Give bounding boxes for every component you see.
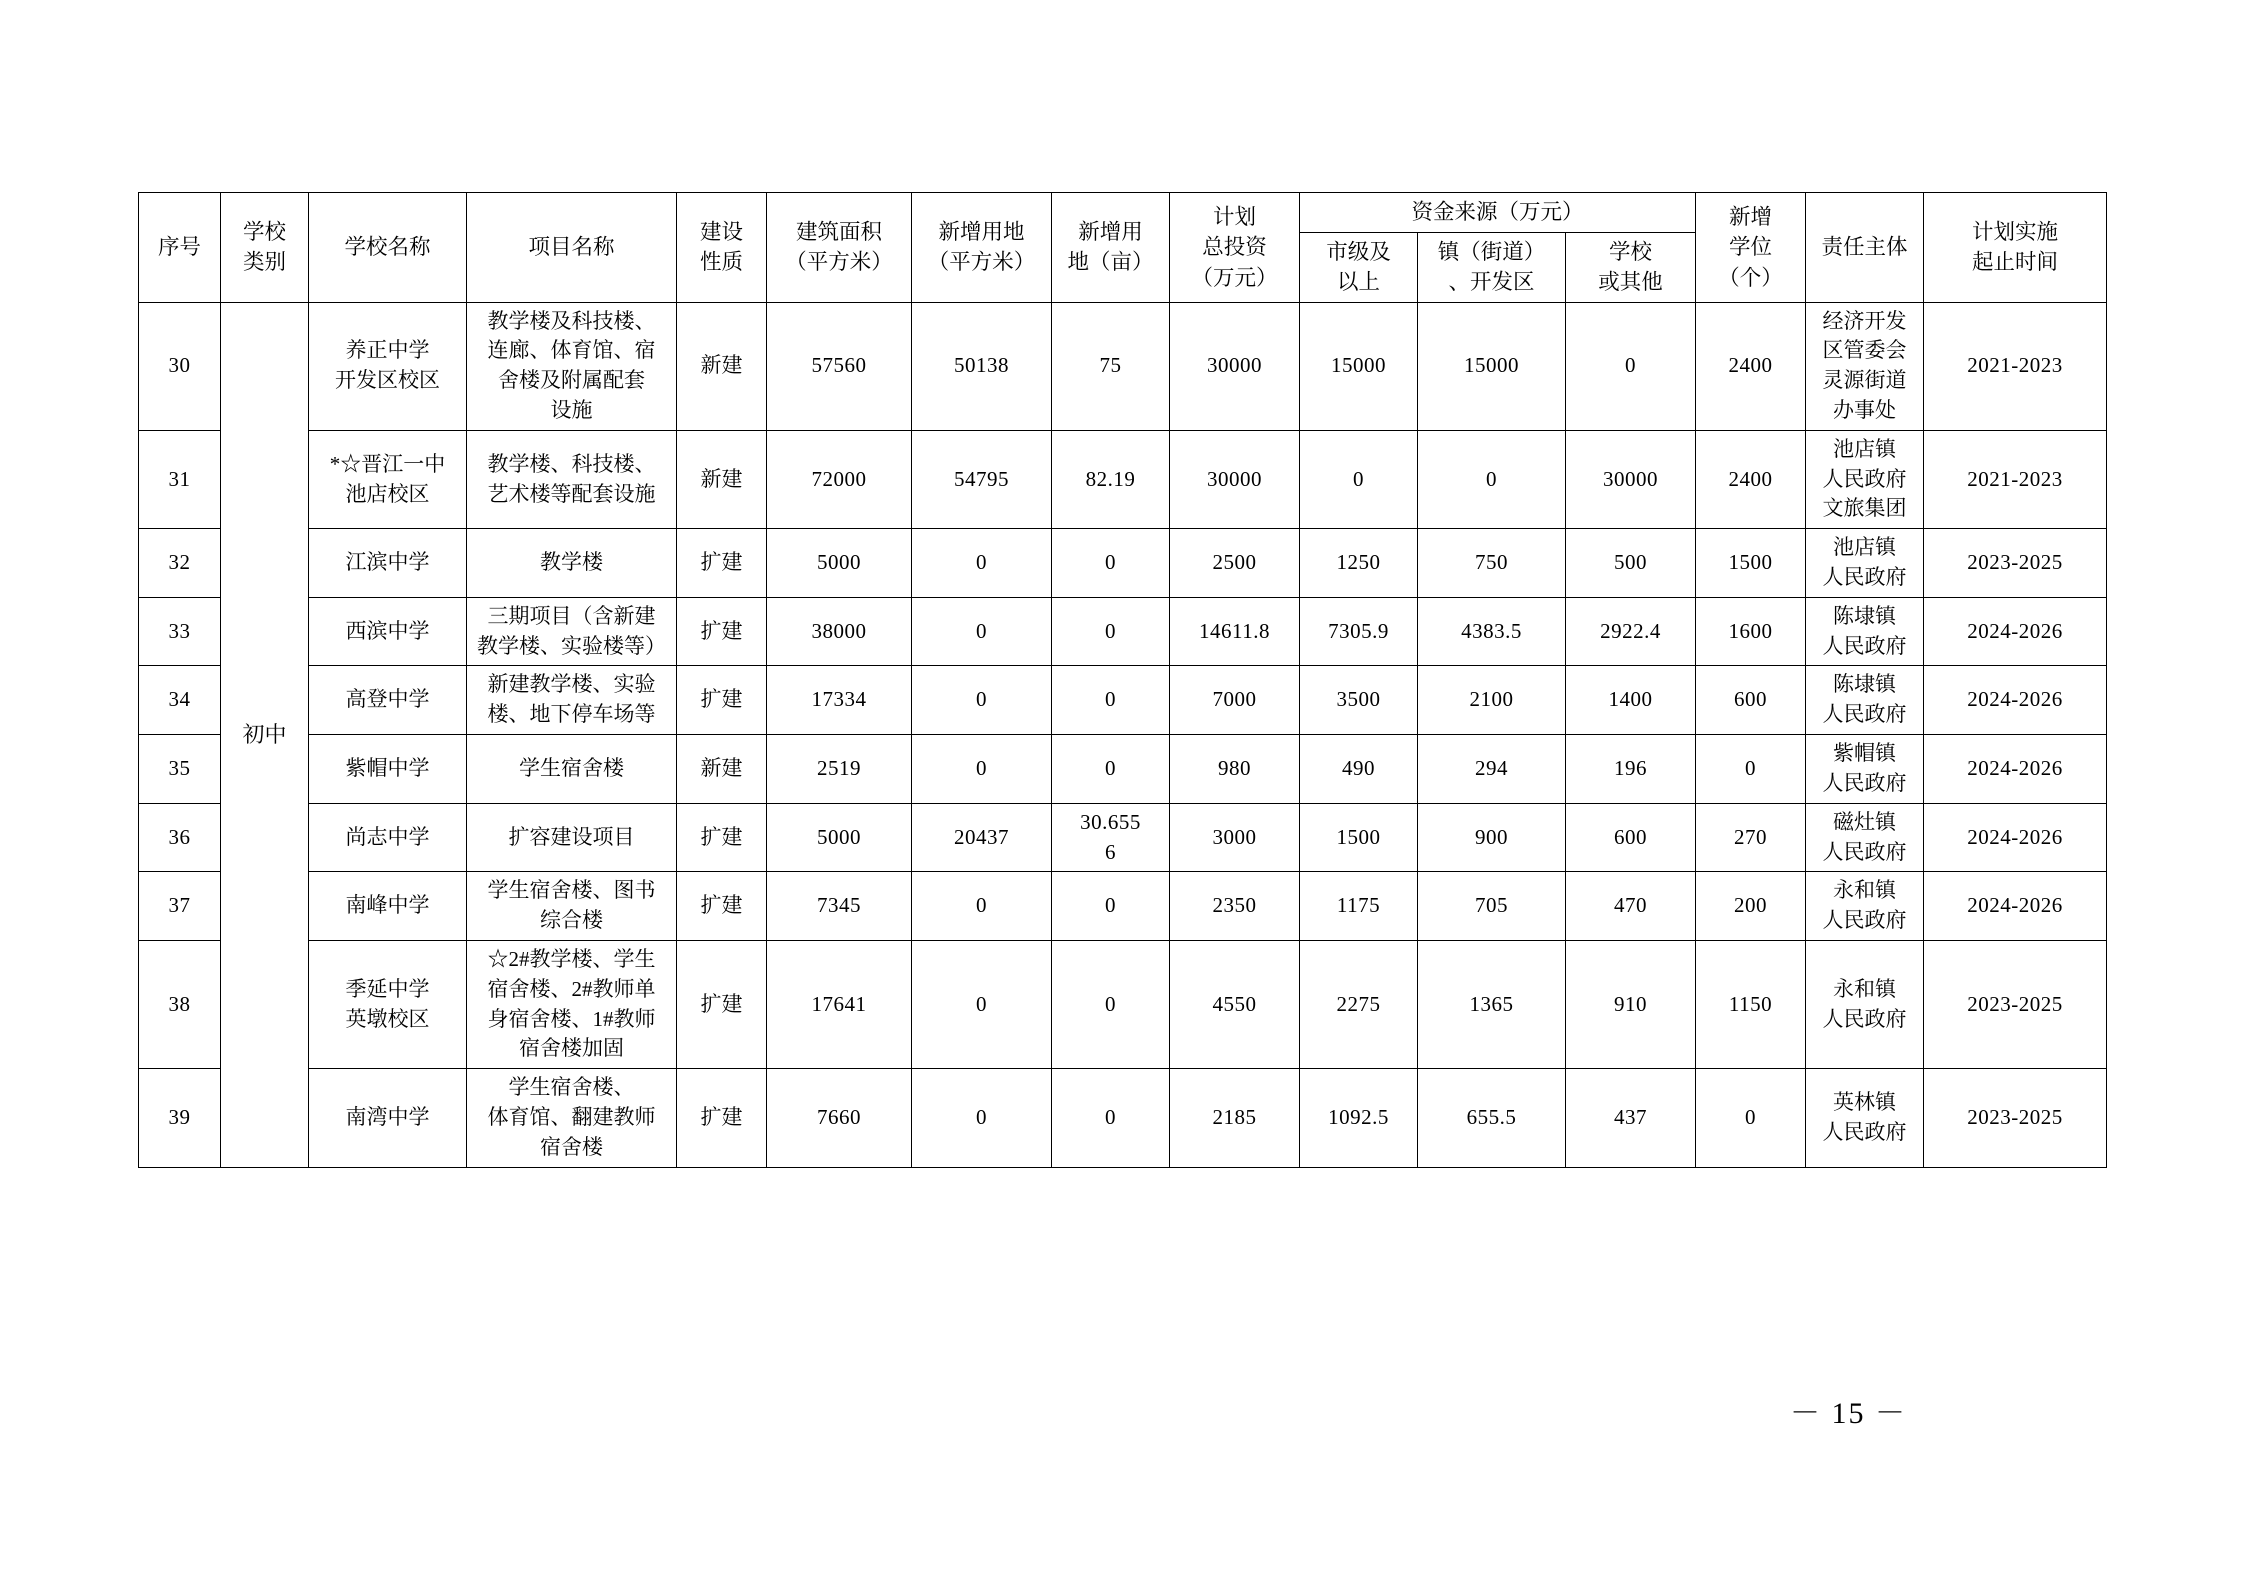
cell-owner: 永和镇 人民政府 xyxy=(1806,940,1924,1068)
cell-funding-city: 1500 xyxy=(1300,803,1418,872)
cell-funding-school: 196 xyxy=(1566,735,1696,804)
header-floor-area: 建筑面积 （平方米） xyxy=(767,193,912,303)
header-row-1 xyxy=(139,193,2107,233)
header-project-name: 项目名称 xyxy=(467,193,677,303)
cell-new-land-mu: 0 xyxy=(1052,597,1170,666)
cell-nature: 扩建 xyxy=(677,1069,767,1167)
cell-nature: 新建 xyxy=(677,735,767,804)
table-header xyxy=(139,193,2107,303)
cell-nature: 扩建 xyxy=(677,803,767,872)
cell-seq: 32 xyxy=(139,529,221,598)
cell-total-investment: 14611.8 xyxy=(1170,597,1300,666)
cell-funding-city: 15000 xyxy=(1300,302,1418,430)
cell-total-investment: 30000 xyxy=(1170,430,1300,528)
cell-new-land-mu: 30.655 6 xyxy=(1052,803,1170,872)
cell-total-investment: 7000 xyxy=(1170,666,1300,735)
cell-new-seats: 0 xyxy=(1696,1069,1806,1167)
cell-funding-school: 0 xyxy=(1566,302,1696,430)
cell-floor-area: 72000 xyxy=(767,430,912,528)
cell-floor-area: 5000 xyxy=(767,803,912,872)
cell-new-land-mu: 0 xyxy=(1052,940,1170,1068)
cell-schedule: 2024-2026 xyxy=(1924,803,2107,872)
cell-funding-city: 0 xyxy=(1300,430,1418,528)
cell-new-seats: 0 xyxy=(1696,735,1806,804)
header-new-seats: 新增 学位 （个） xyxy=(1696,193,1806,303)
cell-new-land-mu: 0 xyxy=(1052,666,1170,735)
cell-schedule: 2024-2026 xyxy=(1924,666,2107,735)
table-row xyxy=(139,302,2107,430)
cell-nature: 扩建 xyxy=(677,529,767,598)
cell-school-name: 养正中学 开发区校区 xyxy=(309,302,467,430)
cell-funding-school: 30000 xyxy=(1566,430,1696,528)
cell-school-name: 江滨中学 xyxy=(309,529,467,598)
cell-floor-area: 57560 xyxy=(767,302,912,430)
cell-schedule: 2023-2025 xyxy=(1924,529,2107,598)
cell-owner: 陈埭镇 人民政府 xyxy=(1806,597,1924,666)
cell-new-seats: 270 xyxy=(1696,803,1806,872)
table-row xyxy=(139,666,2107,735)
cell-funding-city: 3500 xyxy=(1300,666,1418,735)
cell-owner: 陈埭镇 人民政府 xyxy=(1806,666,1924,735)
cell-school-name: 高登中学 xyxy=(309,666,467,735)
cell-funding-city: 1092.5 xyxy=(1300,1069,1418,1167)
table-row xyxy=(139,430,2107,528)
table-row xyxy=(139,597,2107,666)
page-number: － 15 － xyxy=(1790,1397,1907,1430)
cell-new-seats: 600 xyxy=(1696,666,1806,735)
cell-funding-school: 600 xyxy=(1566,803,1696,872)
construction-plan-table xyxy=(138,192,2107,1168)
cell-total-investment: 3000 xyxy=(1170,803,1300,872)
cell-new-land-mu: 0 xyxy=(1052,872,1170,941)
table-row xyxy=(139,803,2107,872)
cell-floor-area: 38000 xyxy=(767,597,912,666)
cell-owner: 经济开发 区管委会 灵源街道 办事处 xyxy=(1806,302,1924,430)
header-nature: 建设 性质 xyxy=(677,193,767,303)
cell-new-land-sqm: 20437 xyxy=(912,803,1052,872)
cell-new-seats: 1600 xyxy=(1696,597,1806,666)
cell-new-land-mu: 0 xyxy=(1052,735,1170,804)
cell-funding-town: 900 xyxy=(1418,803,1566,872)
cell-funding-town: 705 xyxy=(1418,872,1566,941)
cell-schedule: 2021-2023 xyxy=(1924,302,2107,430)
cell-total-investment: 4550 xyxy=(1170,940,1300,1068)
cell-project-name: 新建教学楼、实验 楼、地下停车场等 xyxy=(467,666,677,735)
cell-new-land-mu: 75 xyxy=(1052,302,1170,430)
header-new-land-sqm: 新增用地 （平方米） xyxy=(912,193,1052,303)
header-owner: 责任主体 xyxy=(1806,193,1924,303)
cell-schedule: 2024-2026 xyxy=(1924,872,2107,941)
cell-floor-area: 2519 xyxy=(767,735,912,804)
cell-funding-town: 15000 xyxy=(1418,302,1566,430)
cell-funding-school: 1400 xyxy=(1566,666,1696,735)
cell-new-land-mu: 82.19 xyxy=(1052,430,1170,528)
cell-project-name: 教学楼、科技楼、 艺术楼等配套设施 xyxy=(467,430,677,528)
cell-seq: 33 xyxy=(139,597,221,666)
cell-seq: 36 xyxy=(139,803,221,872)
cell-funding-town: 4383.5 xyxy=(1418,597,1566,666)
cell-school-name: 南峰中学 xyxy=(309,872,467,941)
table-body xyxy=(139,302,2107,1167)
cell-total-investment: 980 xyxy=(1170,735,1300,804)
cell-owner: 永和镇 人民政府 xyxy=(1806,872,1924,941)
cell-total-investment: 30000 xyxy=(1170,302,1300,430)
header-funding-school: 学校 或其他 xyxy=(1566,232,1696,302)
cell-new-land-mu: 0 xyxy=(1052,529,1170,598)
cell-school-name: 季延中学 英墩校区 xyxy=(309,940,467,1068)
plan-table-container xyxy=(138,192,2106,1168)
cell-funding-school: 500 xyxy=(1566,529,1696,598)
cell-funding-town: 0 xyxy=(1418,430,1566,528)
table-row xyxy=(139,529,2107,598)
cell-owner: 池店镇 人民政府 xyxy=(1806,529,1924,598)
cell-new-land-sqm: 0 xyxy=(912,666,1052,735)
cell-seq: 38 xyxy=(139,940,221,1068)
cell-school-name: 尚志中学 xyxy=(309,803,467,872)
cell-project-name: ☆2#教学楼、学生 宿舍楼、2#教师单 身宿舍楼、1#教师 宿舍楼加固 xyxy=(467,940,677,1068)
cell-floor-area: 17641 xyxy=(767,940,912,1068)
cell-owner: 磁灶镇 人民政府 xyxy=(1806,803,1924,872)
cell-new-land-sqm: 0 xyxy=(912,1069,1052,1167)
cell-total-investment: 2350 xyxy=(1170,872,1300,941)
cell-school-name: 西滨中学 xyxy=(309,597,467,666)
cell-seq: 37 xyxy=(139,872,221,941)
cell-new-seats: 1500 xyxy=(1696,529,1806,598)
header-school-name: 学校名称 xyxy=(309,193,467,303)
cell-owner: 池店镇 人民政府 文旅集团 xyxy=(1806,430,1924,528)
table-row xyxy=(139,1069,2107,1167)
cell-funding-school: 910 xyxy=(1566,940,1696,1068)
cell-funding-town: 655.5 xyxy=(1418,1069,1566,1167)
cell-project-name: 学生宿舍楼 xyxy=(467,735,677,804)
header-funding-city: 市级及 以上 xyxy=(1300,232,1418,302)
cell-nature: 新建 xyxy=(677,430,767,528)
cell-school-name: 南湾中学 xyxy=(309,1069,467,1167)
cell-project-name: 学生宿舍楼、 体育馆、翻建教师 宿舍楼 xyxy=(467,1069,677,1167)
cell-nature: 扩建 xyxy=(677,940,767,1068)
header-schedule: 计划实施 起止时间 xyxy=(1924,193,2107,303)
cell-seq: 30 xyxy=(139,302,221,430)
cell-project-name: 教学楼 xyxy=(467,529,677,598)
cell-seq: 39 xyxy=(139,1069,221,1167)
cell-floor-area: 5000 xyxy=(767,529,912,598)
cell-project-name: 扩容建设项目 xyxy=(467,803,677,872)
cell-schedule: 2024-2026 xyxy=(1924,735,2107,804)
cell-new-seats: 2400 xyxy=(1696,430,1806,528)
table-row xyxy=(139,735,2107,804)
cell-new-seats: 2400 xyxy=(1696,302,1806,430)
cell-floor-area: 17334 xyxy=(767,666,912,735)
cell-total-investment: 2500 xyxy=(1170,529,1300,598)
cell-project-name: 学生宿舍楼、图书 综合楼 xyxy=(467,872,677,941)
header-funding-group: 资金来源（万元） xyxy=(1300,193,1696,233)
cell-new-land-sqm: 0 xyxy=(912,940,1052,1068)
cell-new-land-sqm: 0 xyxy=(912,735,1052,804)
cell-funding-city: 490 xyxy=(1300,735,1418,804)
cell-total-investment: 2185 xyxy=(1170,1069,1300,1167)
cell-funding-city: 2275 xyxy=(1300,940,1418,1068)
cell-new-land-sqm: 0 xyxy=(912,872,1052,941)
cell-funding-city: 1250 xyxy=(1300,529,1418,598)
cell-nature: 扩建 xyxy=(677,872,767,941)
cell-schedule: 2023-2025 xyxy=(1924,940,2107,1068)
cell-new-seats: 1150 xyxy=(1696,940,1806,1068)
cell-funding-town: 750 xyxy=(1418,529,1566,598)
cell-nature: 扩建 xyxy=(677,597,767,666)
cell-funding-town: 1365 xyxy=(1418,940,1566,1068)
cell-funding-city: 1175 xyxy=(1300,872,1418,941)
cell-project-name: 教学楼及科技楼、 连廊、体育馆、宿 舍楼及附属配套 设施 xyxy=(467,302,677,430)
cell-seq: 31 xyxy=(139,430,221,528)
table-row xyxy=(139,872,2107,941)
cell-seq: 35 xyxy=(139,735,221,804)
header-funding-town: 镇（街道） 、开发区 xyxy=(1418,232,1566,302)
cell-funding-school: 2922.4 xyxy=(1566,597,1696,666)
cell-floor-area: 7345 xyxy=(767,872,912,941)
cell-new-land-sqm: 0 xyxy=(912,529,1052,598)
cell-seq: 34 xyxy=(139,666,221,735)
cell-owner: 紫帽镇 人民政府 xyxy=(1806,735,1924,804)
cell-funding-school: 470 xyxy=(1566,872,1696,941)
header-category: 学校 类别 xyxy=(221,193,309,303)
cell-project-name: 三期项目（含新建 教学楼、实验楼等） xyxy=(467,597,677,666)
cell-funding-school: 437 xyxy=(1566,1069,1696,1167)
cell-funding-town: 2100 xyxy=(1418,666,1566,735)
cell-nature: 扩建 xyxy=(677,666,767,735)
cell-schedule: 2021-2023 xyxy=(1924,430,2107,528)
header-new-land-mu: 新增用 地（亩） xyxy=(1052,193,1170,303)
cell-school-name: *☆晋江一中 池店校区 xyxy=(309,430,467,528)
cell-school-name: 紫帽中学 xyxy=(309,735,467,804)
cell-owner: 英林镇 人民政府 xyxy=(1806,1069,1924,1167)
cell-nature: 新建 xyxy=(677,302,767,430)
cell-floor-area: 7660 xyxy=(767,1069,912,1167)
cell-new-land-sqm: 0 xyxy=(912,597,1052,666)
cell-category: 初中 xyxy=(221,302,309,1167)
cell-funding-city: 7305.9 xyxy=(1300,597,1418,666)
table-row xyxy=(139,940,2107,1068)
cell-funding-town: 294 xyxy=(1418,735,1566,804)
header-seq: 序号 xyxy=(139,193,221,303)
cell-new-land-sqm: 50138 xyxy=(912,302,1052,430)
cell-schedule: 2023-2025 xyxy=(1924,1069,2107,1167)
cell-new-land-mu: 0 xyxy=(1052,1069,1170,1167)
cell-new-land-sqm: 54795 xyxy=(912,430,1052,528)
cell-schedule: 2024-2026 xyxy=(1924,597,2107,666)
cell-new-seats: 200 xyxy=(1696,872,1806,941)
header-total-investment: 计划 总投资 （万元） xyxy=(1170,193,1300,303)
